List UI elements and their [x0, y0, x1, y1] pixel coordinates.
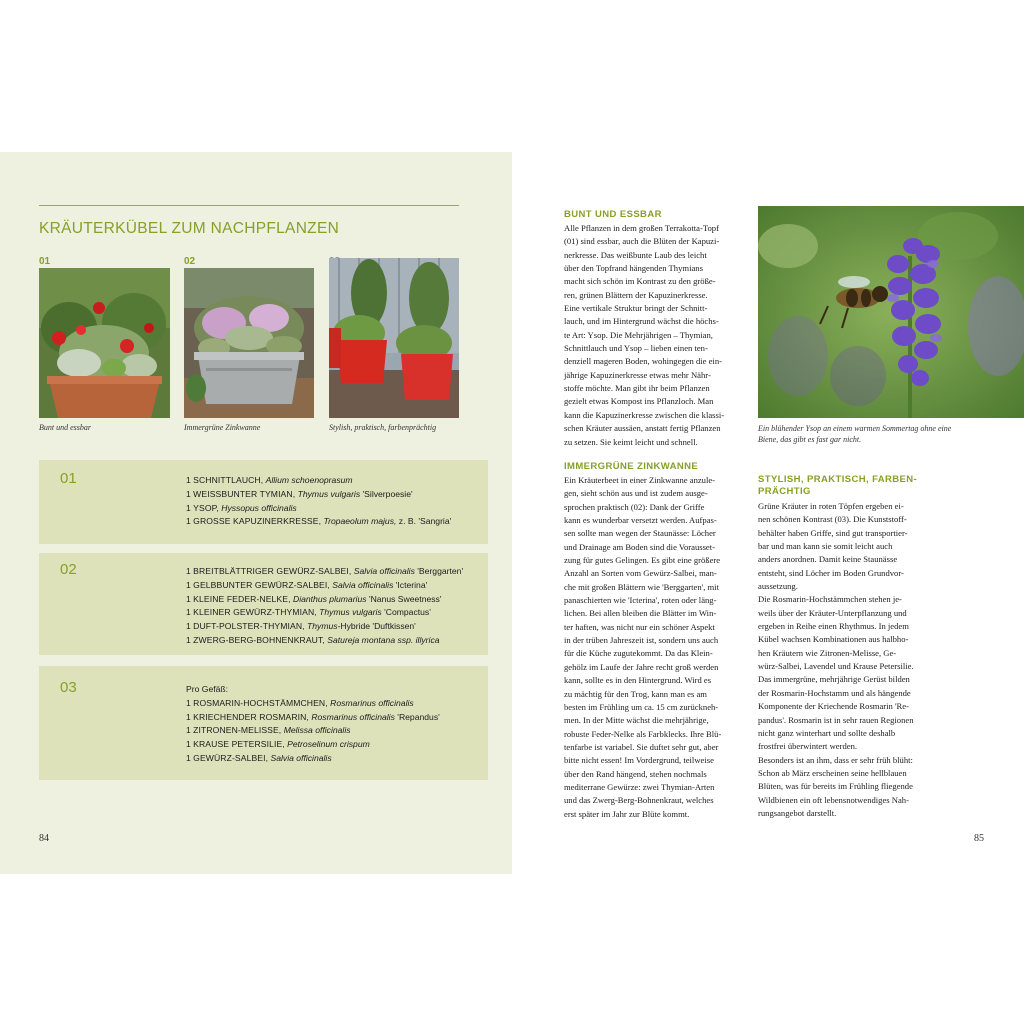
- plant-entry: 1 BREITBLÄTTRIGER GEWÜRZ-SALBEI, Salvia officinalis 'Berggarten': [186, 566, 464, 576]
- photo-caption: Ein blühender Ysop an einem warmen Sommertag ohne eine Biene, das gibt es fast gar nicht.: [758, 424, 952, 444]
- plant-entry: 1 KLEINER GEWÜRZ-THYMIAN, Thymus vulgaris 'Compactus': [186, 607, 431, 618]
- plant-entry: 1 GEWÜRZ-SALBEI, Salvia officinalis: [186, 752, 332, 763]
- plant-entry: 1 SCHNITTLAUCH, Allium schoenoprasum: [186, 475, 353, 485]
- box-number: 01: [60, 470, 77, 487]
- plant-entry: 1 KRIECHENDER ROSMARIN, Rosmarinus officinalis 'Repandus': [186, 711, 440, 722]
- plant-entry: 1 ZWERG-BERG-BOHNENKRAUT, Satureja montana ssp. illyrica: [186, 634, 440, 645]
- plant-entry: 1 KLEINE FEDER-NELKE, Dianthus plumarius 'Nanus Sweetness': [186, 593, 442, 604]
- page-heading: KRÄUTERKÜBEL ZUM NACHPFLANZEN: [39, 220, 340, 237]
- plant-entry: 1 ZITRONEN-MELISSE, Melissa officinalis: [186, 725, 351, 736]
- plant-entry: 1 GROSSE KAPUZINERKRESSE, Tropaeolum majus, z. B. 'Sangria': [186, 516, 452, 527]
- photo-caption: Immergrüne Zinkwanne: [184, 423, 261, 432]
- plant-list: [186, 474, 451, 529]
- box-number: 03: [60, 679, 77, 696]
- section-body: Alle Pflanzen in dem großen Terrakotta-Topf (01) sind essbar, auch die Blüten der Kapuzi- nerkresse. Das weißbunte Laub des leicht über den Topfrand hängenden Thymians macht sich schön im Kontrast zu den größe- ren, grünen Blättern der Kapuzinerkresse. Eine vertikale Struktur bringt der Schnitt- lauch, und im Hintergrund wächst die höchs- te Art: Ysop. Die Mehrjährigen – Thymian, Schnittlauch und Ysop – lieben einen ten- denziell mageren Boden, wohingegen die ein- jährige Kapuzinerkresse etwas mehr Nähr- stoffe möchte. Man gibt ihr beim Pflanzen gezielt etwas Kompost ins Pflanzloch. Man kann die Kapuzinerkresse zwischen die klassi- schen Kräuter aussäen, anstatt fertig Pflanzen zu setzen. Sie keimt leicht und schnell.: [564, 223, 725, 447]
- plant-entry: 1 ROSMARIN-HOCHSTÄMMCHEN, Rosmarinus officinalis: [186, 697, 414, 708]
- photo-terracotta-pot: [39, 268, 170, 418]
- section-heading: IMMERGRÜNE ZINKWANNE: [564, 461, 699, 472]
- plant-entry: 1 GELBBUNTER GEWÜRZ-SALBEI, Salvia officinalis 'Icterina': [186, 579, 428, 590]
- section-heading: STYLISH, PRAKTISCH, FARBEN- PRÄCHTIG: [758, 474, 918, 497]
- photo-number: 01: [39, 256, 51, 267]
- plant-entry: 1 DUFT-POLSTER-THYMIAN, Thymus-Hybride 'Duftkissen': [186, 621, 416, 632]
- photo-number: 02: [184, 256, 196, 267]
- plant-entry: 1 WEISSBUNTER TYMIAN, Thymus vulgaris 'Silverpoesie': [186, 488, 413, 499]
- plant-entry: 1 YSOP, Hyssopus officinalis: [186, 502, 297, 513]
- photo-caption: Bunt und essbar: [39, 423, 91, 432]
- section-body: Ein Kräuterbeet in einer Zinkwanne anzule- gen, sieht schön aus und ist zudem ausge- sprochen praktisch (02): Dank der Griffe kann es wunderbar versetzt werden. Aufpas- sen sollte man wegen der Staunässe: Löcher und Drainage am Boden sind die Vorausset- zung für gutes Gelingen. Es gibt eine größere Anzahl an Sorten vom Gewürz-Salbei, man- che mit großen Blättern wie 'Berggarten', mit panaschierten wie 'Icterina', roten oder läng- lichen. Bei allen bleiben die Blätter im Win- ter haften, was nicht nur ein schöner Aspekt in der trüben Jahreszeit ist, sondern uns auch für die Küche zugutekommt. Da das Klein- gehölz im Laufe der Jahre recht groß werden kann, sollte es in den Hintergrund. Wird es zu mächtig für den Trog, kann man es am besten im Frühling um ca. 15 cm zurückneh- men. In der Mitte wächst die mehrjährige, robuste Feder-Nelke als Farbklecks. Ihre Blü- tenfarbe ist variabel. Sie duftet sehr gut, aber bitte nicht essen! Im Vordergrund, teilweise über den Rand hängend, stehen nochmals mediterrane Gewürze: zwei Thymian-Arten und das Zwerg-Berg-Bohnenkraut, welches erst später im Jahr zur Blüte kommt.: [564, 475, 722, 819]
- page-number-right: 85: [974, 833, 984, 844]
- section-heading: BUNT UND ESSBAR: [564, 209, 662, 220]
- box-number: 02: [60, 561, 77, 578]
- plant-list: [186, 565, 463, 648]
- plant-entry: 1 KRAUSE PETERSILIE, Petroselinum crispum: [186, 739, 370, 750]
- photo-bee-hyssop: [758, 206, 1024, 418]
- section-body: Grüne Kräuter in roten Töpfen ergeben ei- nen schönen Kontrast (03). Die Kunststoff- behälter haben Griffe, sind gut transportier- bar und man kann sie somit leicht auch anders anordnen. Damit keine Staunässe entsteht, sind Löcher im Boden Grundvor- aussetzung. Die Rosmarin-Hochstämmchen stehen je- weils über der Kräuter-Unterpflanzung und ergeben in Reihe einen Rhythmus. In jedem Kübel wachsen Kombinationen aus halbho- hen Kräutern wie Zitronen-Melisse, Ge- würz-Salbei, Lavendel und Krause Petersilie. Das immergrüne, mehrjährige Gerüst bilden der Rosmarin-Hochstamm und als hängende Komponente der Kriechende Rosmarin 'Re- pandus'. Rosmarin ist in sehr rauen Regionen nicht ganz winterhart und sollte deshalb frostfrei überwintert werden. Besonders ist an ihm, dass er sehr früh blüht: Schon ab März erscheinen seine hellblauen Blüten, was für bereits im Frühling fliegende Wildbienen ein oft lebensnotwendiges Nah- rungsangebot darstellt.: [758, 501, 914, 818]
- page-number-left: 84: [39, 833, 49, 844]
- photo-red-pots: [329, 258, 459, 418]
- heading-divider: [39, 205, 459, 206]
- photo-zinc-tub: [184, 268, 314, 418]
- plant-intro: Pro Gefäß:: [186, 684, 229, 694]
- photo-caption: Stylish, praktisch, farbenprächtig: [329, 423, 437, 432]
- plant-list: [186, 683, 440, 766]
